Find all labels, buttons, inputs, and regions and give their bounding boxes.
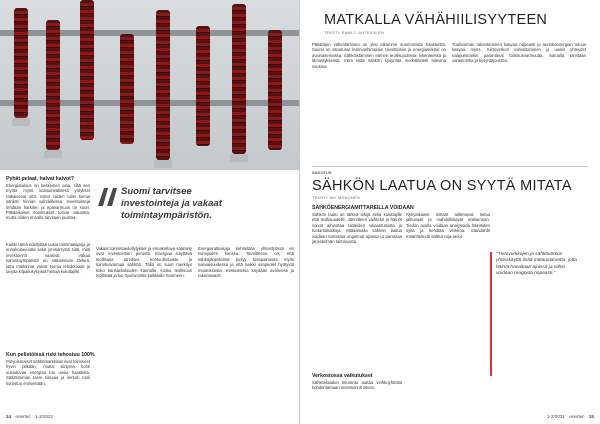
insulator-6 [196, 26, 210, 146]
insulator-cap [154, 160, 172, 168]
article2-column1-heading: Verkostossa vaikutukset [312, 373, 373, 379]
column2-text: Vakaat toimintaedellytykset ja ennakoitava sääntely ovat investointien perusta. Energiaa käyttävä teollisuus tarvitsee kohtuuhintaista ja toimitusvarmaa sähköä. Tällä on suuri merkitys koko kansantalouden kannalta, koska teollisuus työllistää ja luo hyvinvointia kaikkialle Suomeen. [96, 246, 192, 279]
article2-callout: "Tietoverkkojen ja sähköverkon yhteiskäyttö lisää mittaustarvetta, jotta häiriöt havaitaan ajoissa ja niihin voidaan reagoida nopeasti." [496, 252, 578, 277]
article1-title: MATKALLA VÄHÄHIILISYYTEEN [324, 12, 548, 28]
insulator-cap [44, 150, 62, 158]
article2-column1: Sähkön laatu on tärkeä tekijä sekä kuluttajille että teollisuudelle. Jännitteen vaihtelut ja häiriöt voivat aiheuttaa laitteiden vikaantumista ja tuotantokatkoja. Mittaamalla sähkön laatua voidaan tunnistaa ongelmat ajoissa ja parantaa järjestelmän toimivuutta. [312, 212, 402, 245]
page-number: 15 [588, 414, 594, 419]
issue: 1-2/2021 [35, 414, 54, 419]
magazine-name: enertec [569, 414, 585, 419]
insulator-2 [46, 20, 60, 150]
section2-text: Kaikki tämä edellyttää uusia toimintatapoja ja ennakoitavuutta sekä ymmärrystä siitä, mitä investoinnit vaativat. Vakaa toimintaympäristö on ratkaisevan tärkeä, jotta markkinat voivat toimia tehokkaasti ja tarjota kilpailukykyisiä hintoja kuluttajille. [6, 242, 90, 275]
insulator-1 [14, 8, 28, 118]
article2-subheading: SÄHKÖENERGIAMITTAREILLA VOIDAAN [312, 205, 414, 211]
right-page-number [547, 414, 594, 419]
insulator-7 [232, 4, 246, 154]
page-number: 14 [6, 414, 12, 419]
quote-mark-icon [96, 186, 118, 208]
article1-column2: Tuulivoiman rakentaminen kasvaa nopeasti ja aurinkoenergian osuus kasvaa myös. Siirtoverkon vahvistaminen ja uudet yhteydet naapurimaihin parantavat toimitusvarmuutta. Samalla tarvitaan varastointia ja kysyntäjoustoa. [452, 42, 586, 64]
section3-text: Pohjoismaiset sähkömarkkinat ovat toimineet hyvin pitkään, mutta siirtymä kohti uusiutuvaa energiaa tuo uusia haasteita. Säätövoiman tarve kasvaa ja verkon rooli korostuu entisestään. [6, 359, 90, 386]
article1-byline: TEKSTI: SAMI J. AHTEKIN EN [324, 31, 385, 35]
issue: 1-2/2021 [546, 414, 565, 419]
article-divider [312, 166, 588, 167]
insulator-cap [230, 154, 248, 162]
insulator-cap [12, 118, 30, 126]
insulator-4 [120, 34, 134, 144]
insulator-5 [156, 10, 170, 160]
article2-column2: Nykyaikaiset mittarit tallentavat tietoa jatkuvasti ja mahdollistavat etäluennan. Tiedon avulla voidaan analysoida häiriöiden syitä ja kehittää verkkoa. Standardit määrittelevät sallitut raja-arvot. [406, 212, 490, 239]
photo-beam-top [0, 30, 300, 36]
callout-bar [490, 252, 492, 376]
insulator-3 [80, 0, 94, 140]
article2-column1-b: Sähkönlaadun seuranta auttaa verkkoyhtiöitä kohdentamaan investoinnit oikein. [312, 380, 402, 391]
article2-title: SÄHKÖN LAATUA ON SYYTÄ MITATA [312, 178, 572, 194]
column3-text: Energiaratkaisuja kehitetään yhteistyössä eri toimijoiden kanssa. Tavoitteena on, että sähköjärjestelmä pysyy tasapainossa myös tulevaisuudessa ja että kaikki osapuolet hyötyvät muutoksesta. Keskustelua käydään avoimesti ja rakentavasti. [198, 246, 294, 279]
right-page [300, 0, 600, 424]
insulator-8 [268, 30, 282, 150]
article2-byline: TEKSTI: AKI MONONEN [312, 196, 360, 200]
section1-text: Energiatalous on keskeinen asia, sillä sen myötä myös kansainvälisesti yritykset ratkaisevat sitä, miten niiden tulisi toimia sähkön hinnan vaihdellessa. Investointeja tehdään harkiten ja epävarmuus on suuri. Pitkäaikaiset sopimukset tuovat vakautta, mutta niiden rinnalla tarvitaan joustoa. [6, 183, 90, 221]
photo-beam-mid [0, 100, 300, 106]
pull-quote: Suomi tarvitsee investointeja ja vakaat toimintaympäristön. [121, 186, 222, 221]
section1-heading: Pyhät pelaat, halvat kaivot? [6, 176, 75, 182]
article2-kicker: SAKOTUS [312, 170, 332, 175]
insulators-photo [0, 0, 300, 170]
magazine-name: enertec [15, 414, 31, 419]
section3-heading: Kun pelistöissä riski tehostuu 100% [6, 352, 95, 358]
article1-column1: Päästöjen vähentäminen on yksi aikamme suurimmista haasteista. Suomi on sitoutunut kunnianhimoisiin tavoitteisiin ja energiasektori on avainasemassa. Sähköistäminen etenee teollisuudessa, liikenteessä ja lämmityksessä, mikä lisää sähkön kysyntää merkittävästi tulevina vuosina. [312, 42, 446, 69]
left-page-number [6, 414, 53, 419]
